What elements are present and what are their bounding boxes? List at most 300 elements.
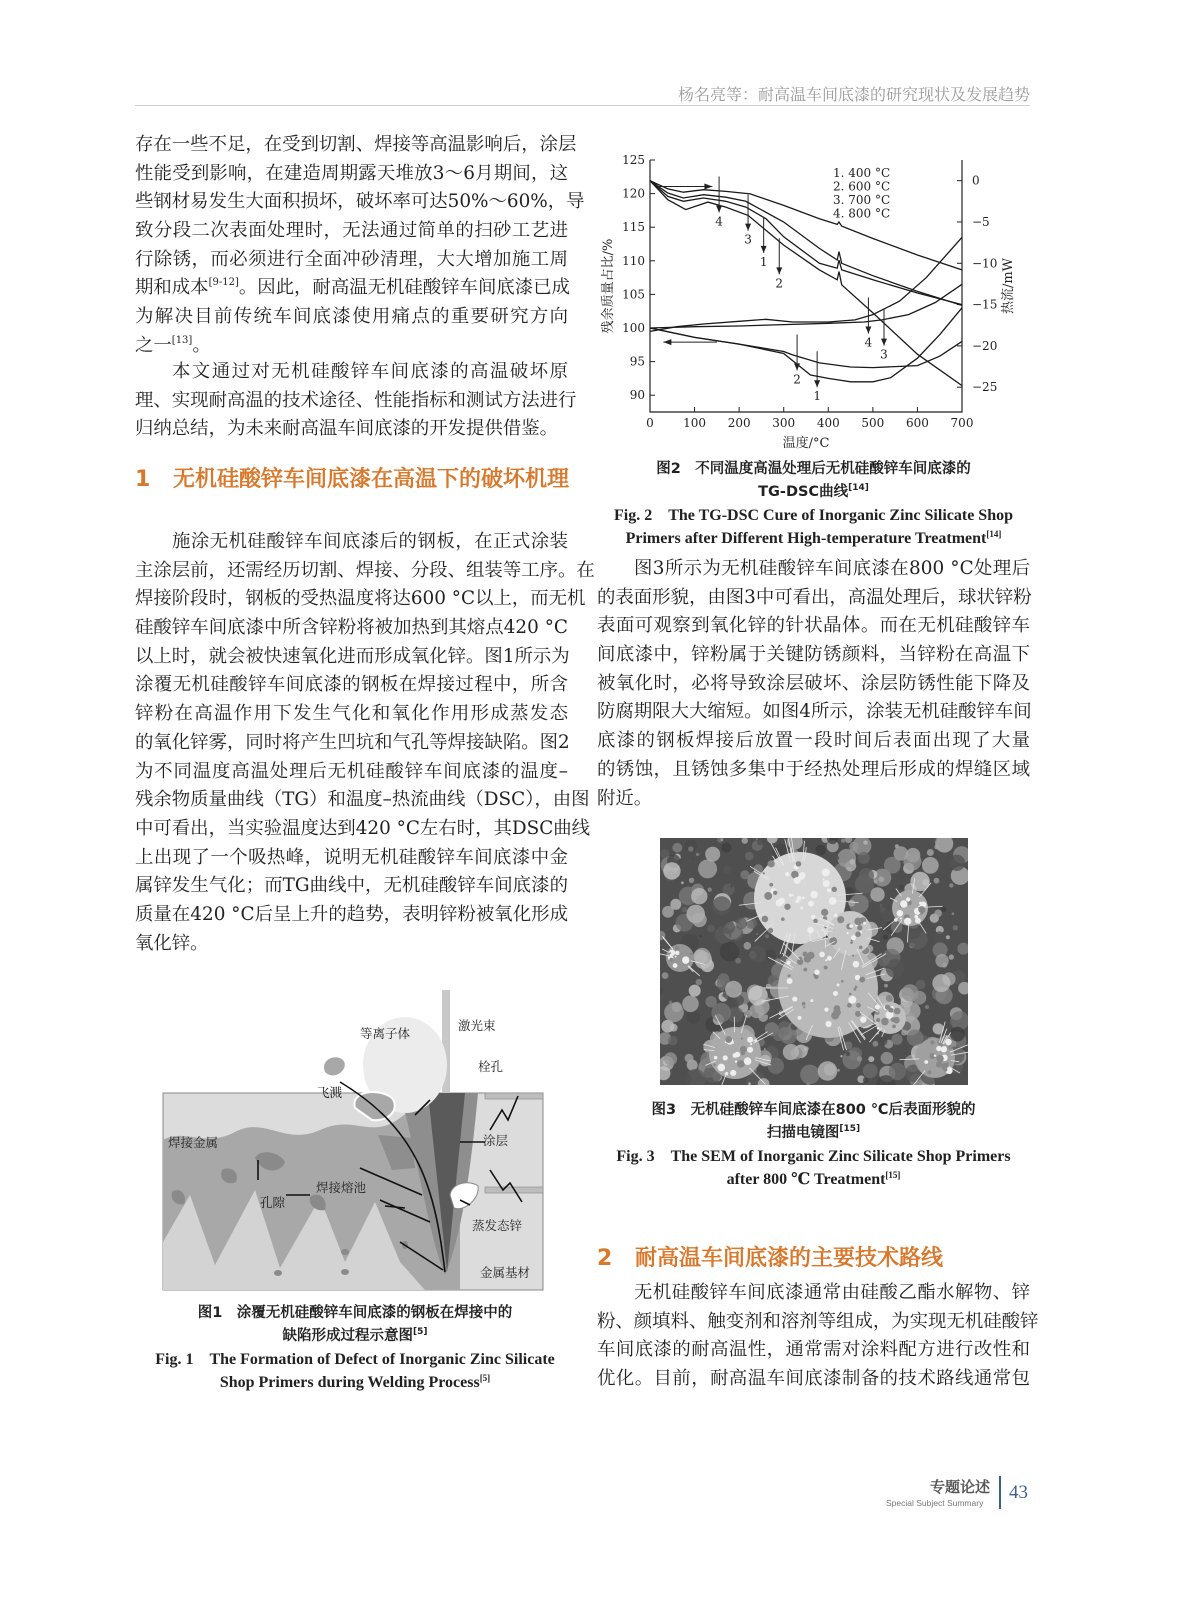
sem-particle — [756, 933, 758, 935]
sphere-texture — [847, 1003, 852, 1008]
citation: [5] — [413, 1327, 428, 1337]
sphere-texture — [768, 860, 775, 867]
paragraph — [135, 358, 577, 444]
sphere-texture — [893, 1017, 900, 1024]
sphere-texture — [682, 956, 689, 963]
sem-particle — [818, 1061, 838, 1081]
sem-particle — [688, 846, 693, 851]
text-line: 车间底漆的耐高温性，通常需对涂料配方进行改性和 — [597, 1339, 1030, 1361]
sphere-texture — [906, 897, 910, 901]
sphere-texture — [825, 959, 827, 961]
sphere-texture — [802, 897, 805, 900]
pore — [341, 1269, 349, 1275]
section-number: 1 — [135, 467, 151, 492]
sem-particle — [884, 984, 888, 988]
sphere-texture — [733, 1053, 738, 1058]
caption-zh — [597, 481, 1030, 504]
sem-particle — [953, 925, 958, 930]
sphere-texture — [794, 877, 801, 884]
sem-particle — [949, 855, 965, 871]
sem-particle — [668, 1036, 678, 1046]
text-line — [135, 332, 568, 361]
x-tick-label: 0 — [646, 416, 654, 430]
text-line: 性能受到影响，在建造周期露天堆放3～6月期间，这 — [135, 162, 568, 184]
sem-particle — [927, 849, 934, 856]
sphere-texture — [832, 887, 837, 892]
sem-particle — [941, 907, 947, 913]
sem-particle — [670, 1024, 678, 1032]
sem-particle — [878, 955, 890, 967]
caption-zh — [135, 1302, 575, 1325]
label-coating: 涂层 — [483, 1133, 509, 1148]
sphere-texture — [876, 1018, 880, 1022]
sphere-texture — [897, 910, 904, 917]
text-line: 底漆的钢板焊接后放置一段时间后表面出现了大量 — [597, 730, 1030, 752]
footer-section-name: 专题论述 — [930, 1478, 991, 1496]
section-number: 2 — [597, 1246, 613, 1271]
y2-tick-label: −10 — [972, 256, 998, 271]
label-spatter: 飞溅 — [317, 1085, 343, 1100]
sem-particle — [804, 1046, 809, 1051]
y2-tick-label: −20 — [972, 338, 998, 353]
sphere-texture — [750, 1043, 752, 1045]
annotation-arrow-head — [881, 339, 887, 346]
sem-particle — [744, 942, 752, 950]
sem-particle — [685, 1054, 694, 1063]
sphere-texture — [887, 1012, 893, 1018]
sphere-texture — [924, 1060, 928, 1064]
sphere-texture — [803, 1006, 805, 1008]
figure-3-caption — [597, 1099, 1030, 1191]
sem-particle — [949, 954, 954, 959]
pore — [274, 1270, 282, 1276]
sem-particle — [859, 868, 874, 883]
sem-particle — [952, 912, 955, 915]
annotation-arrow-head — [716, 206, 722, 213]
sem-particle — [682, 907, 687, 912]
sphere-texture — [804, 955, 811, 962]
caption-line: TG-DSC曲线 — [758, 484, 849, 500]
caption-line: 图2 不同温度高温处理后无机硅酸锌车间底漆的 — [656, 461, 971, 477]
sem-particle — [934, 910, 942, 918]
sphere-texture — [859, 977, 865, 983]
sem-particle — [935, 954, 948, 967]
sem-particle — [848, 900, 855, 907]
sphere-texture — [803, 968, 807, 972]
sem-particle — [850, 859, 856, 865]
annotation-arrow-head — [865, 326, 871, 333]
annotation-label: 3 — [880, 347, 888, 362]
sem-particle — [681, 882, 684, 885]
legend-entry: 4. 800 °C — [833, 206, 891, 221]
sem-particle — [901, 1030, 907, 1036]
sphere-texture — [855, 1011, 861, 1017]
text-line: 硅酸锌车间底漆中所含锌粉将被加热到其熔点420 °C — [135, 617, 568, 639]
text-line: 存在一些不足，在受到切割、焊接等高温影响后，涂层 — [135, 134, 577, 155]
page-number: 43 — [1009, 1482, 1028, 1503]
caption-line: Shop Primers during Welding Process — [219, 1374, 480, 1391]
sphere-texture — [941, 1046, 947, 1052]
sem-particle — [745, 852, 754, 861]
sem-particle — [925, 1005, 929, 1009]
sem-particle — [889, 1063, 906, 1080]
text-line: 以上时，就会被快速氧化进而形成氧化锌。图1所示为 — [135, 645, 570, 667]
sem-particle — [868, 1056, 874, 1062]
y2-tick-label: −5 — [972, 214, 990, 229]
sem-particle — [833, 855, 839, 861]
sphere-texture — [827, 956, 832, 961]
x-tick-label: 400 — [816, 416, 840, 430]
sphere-texture — [776, 899, 783, 906]
annotation-label: 1 — [813, 389, 821, 404]
sphere-texture — [723, 1055, 728, 1060]
sem-particle — [698, 859, 717, 878]
paragraph — [135, 528, 595, 958]
citation: [14] — [986, 529, 1002, 539]
x-tick-label: 100 — [683, 416, 707, 430]
spatter-droplet — [324, 1057, 345, 1075]
paragraph — [135, 131, 585, 361]
text-line: 焊接阶段时，钢板的受热温度将达600 °C以上，而无机 — [135, 588, 586, 610]
sphere-texture — [934, 1054, 936, 1056]
sphere-texture — [930, 1040, 934, 1044]
sphere-texture — [855, 986, 858, 989]
sphere-texture — [795, 899, 799, 903]
label-weld-metal: 焊接金属 — [168, 1135, 219, 1150]
sem-particle — [815, 845, 826, 856]
text-line: 优化。目前，耐高温车间底漆制备的技术路线通常包 — [597, 1368, 1030, 1390]
sem-particle — [882, 910, 893, 921]
sphere-texture — [824, 966, 828, 970]
sphere-texture — [814, 970, 819, 975]
sem-particle — [664, 1003, 684, 1023]
sphere-texture — [747, 1037, 753, 1043]
sphere-texture — [824, 1008, 828, 1012]
sphere-texture — [799, 872, 806, 879]
sphere-texture — [900, 917, 902, 919]
caption-en — [597, 1168, 1030, 1191]
text-line: 的锈蚀，且锈蚀多集中于经热处理后形成的焊缝区域 — [597, 758, 1030, 780]
text-line: 图3所示为无机硅酸锌车间底漆在800 °C处理后 — [634, 558, 1030, 579]
axes-frame — [650, 160, 962, 412]
text-line: 附近。 — [597, 787, 653, 809]
sphere-texture — [900, 900, 907, 907]
sphere-texture — [769, 883, 773, 887]
sem-particle — [916, 980, 926, 990]
x-tick-label: 500 — [861, 416, 885, 430]
caption-zh — [597, 1099, 1030, 1122]
sphere-texture — [918, 906, 925, 913]
caption-line: Primers after Different High-temperature Treatment — [625, 530, 987, 547]
citation: [9-12] — [208, 277, 239, 289]
sem-particle — [696, 853, 699, 856]
sphere-texture — [848, 996, 856, 1004]
sphere-texture — [807, 927, 814, 934]
dsc-axis-arrow-head — [704, 183, 712, 189]
sem-particle — [749, 1003, 764, 1018]
text-run: 之一 — [135, 334, 172, 356]
sphere-texture — [852, 955, 854, 957]
sphere-texture — [797, 1016, 801, 1020]
sem-particle — [841, 839, 845, 843]
x-tick-label: 200 — [727, 416, 751, 430]
sphere-texture — [784, 904, 790, 910]
sphere-texture — [822, 868, 830, 876]
text-run: 。因此，耐高温无机硅酸锌车间底漆已成 — [238, 277, 570, 299]
sphere-texture — [808, 901, 814, 907]
label-keyhole: 栓孔 — [478, 1059, 504, 1074]
text-line: 主涂层前，还需经历切割、焊接、分段、组装等工序。在 — [135, 559, 595, 581]
sphere-texture — [859, 946, 863, 950]
sem-particle — [934, 878, 940, 884]
sphere-texture — [792, 894, 794, 896]
sphere-texture — [741, 1037, 743, 1039]
x-tick-label: 700 — [950, 416, 974, 430]
y2-tick-label: 0 — [972, 173, 980, 188]
sem-particle — [712, 896, 731, 915]
text-line: 属锌发生气化；而TG曲线中，无机硅酸锌车间底漆的 — [135, 875, 568, 897]
sem-particle — [682, 996, 699, 1013]
sphere-texture — [821, 909, 828, 916]
sphere-texture — [853, 961, 860, 968]
pore — [341, 1249, 349, 1255]
text-line: 理、实现耐高温的技术途径、性能指标和测试方法进行 — [135, 389, 577, 411]
label-plasma: 等离子体 — [360, 1026, 411, 1041]
y2-tick-label: −25 — [972, 380, 998, 395]
header-divider — [135, 105, 1030, 106]
sphere-texture — [744, 1057, 752, 1065]
text-line: 残余物质量曲线（TG）和温度–热流曲线（DSC），由图 — [135, 789, 590, 811]
sem-particle — [748, 1082, 751, 1085]
text-line: 间底漆中，锌粉属于关键防锈颜料，当锌粉在高温下 — [597, 644, 1030, 666]
caption-line: 图3 无机硅酸锌车间底漆在800 ℃后表面形貌的 — [651, 1102, 976, 1118]
sphere-texture — [855, 931, 861, 937]
sphere-texture — [800, 907, 803, 910]
sem-particle — [933, 931, 946, 944]
sem-particle — [883, 935, 888, 940]
figure-2-caption — [597, 458, 1030, 550]
sphere-texture — [675, 955, 677, 957]
sphere-texture — [677, 953, 679, 955]
sphere-texture — [838, 921, 840, 923]
section-title: 耐高温车间底漆的主要技术路线 — [635, 1246, 944, 1271]
sphere-texture — [881, 1018, 889, 1026]
sem-particle — [873, 1041, 879, 1047]
text-line: 被氧化时，必将导致涂层破坏、涂层防锈性能下降及 — [597, 672, 1030, 694]
sem-particle — [705, 847, 720, 862]
sphere-texture — [787, 978, 793, 984]
caption-line: Fig. 2 The TG-DSC Cure of Inorganic Zinc Silicate Shop — [613, 507, 1013, 524]
sem-particle — [858, 852, 870, 864]
text-line: 施涂无机硅酸锌车间底漆后的钢板，在正式涂装 — [172, 531, 568, 552]
sphere-texture — [823, 880, 830, 887]
x-axis-label: 温度/°C — [782, 436, 830, 451]
sphere-texture — [851, 935, 856, 940]
sphere-texture — [827, 888, 831, 892]
text-line: 氧化锌。 — [135, 932, 209, 954]
caption-line: Fig. 3 The SEM of Inorganic Zinc Silicate Shop Primers — [616, 1148, 1011, 1165]
sphere-texture — [914, 915, 918, 919]
citation: [15] — [839, 1124, 861, 1134]
y-axis-label: 残余质量占比/% — [601, 238, 616, 334]
sphere-texture — [741, 1051, 745, 1055]
sphere-texture — [946, 1062, 949, 1065]
figure-1-caption — [135, 1302, 575, 1394]
sem-particle — [715, 927, 732, 944]
caption-line: after 800 ℃ Treatment — [726, 1171, 886, 1188]
sem-particle — [913, 991, 927, 1005]
sem-particle — [886, 995, 893, 1002]
sphere-texture — [737, 1060, 745, 1068]
sphere-texture — [673, 963, 678, 968]
sphere-texture — [834, 914, 838, 918]
sphere-texture — [773, 891, 777, 895]
sphere-texture — [735, 1060, 737, 1062]
text-line: 无机硅酸锌车间底漆通常由硅酸乙酯水解物、锌 — [634, 1282, 1030, 1303]
sem-particle — [689, 985, 701, 997]
text-line: 行除锈，而必须进行全面冲砂清理，大大增加施工周 — [135, 248, 568, 270]
text-line: 为解决目前传统车间底漆使用痛点的重要研究方向 — [135, 306, 568, 328]
sem-particle — [749, 946, 766, 963]
sphere-texture — [730, 1070, 736, 1076]
coating-top — [485, 1093, 543, 1099]
y2-axis-label: 热流/mW — [1001, 257, 1016, 315]
sem-particle — [748, 986, 768, 1006]
annotation-label: 2 — [793, 372, 801, 387]
caption-en — [597, 527, 1030, 550]
sem-particle — [670, 899, 681, 910]
sem-particle — [711, 1003, 731, 1023]
sphere-texture — [837, 983, 840, 986]
label-laser-beam: 激光束 — [458, 1018, 496, 1033]
sphere-texture — [823, 878, 825, 880]
annotation-arrow-head — [814, 380, 820, 387]
sem-particle — [847, 906, 849, 908]
section-heading-1 — [135, 466, 575, 526]
sem-particle — [686, 1010, 700, 1024]
sphere-texture — [788, 974, 791, 977]
text-line: 本文通过对无机硅酸锌车间底漆的高温破坏原 — [172, 361, 568, 382]
legend-entry: 1. 400 °C — [833, 166, 891, 180]
sem-particle — [863, 1077, 869, 1083]
figure-3-sem-image — [660, 838, 968, 1085]
sem-particle — [765, 934, 769, 938]
y-tick-label: 120 — [622, 186, 645, 201]
sem-particle — [846, 1052, 850, 1056]
sem-particle — [662, 972, 669, 979]
sem-particle — [708, 888, 712, 892]
sem-particle — [950, 1027, 965, 1042]
label-substrate: 金属基材 — [480, 1265, 531, 1280]
text-run: 。 — [192, 334, 211, 356]
sphere-texture — [904, 918, 911, 925]
sem-particle — [691, 888, 707, 904]
legend-entry: 2. 600 °C — [833, 179, 891, 194]
sem-particle — [880, 904, 883, 907]
sem-particle — [672, 843, 682, 853]
footer-section-name-en: Special Subject Summary — [886, 1498, 984, 1508]
sphere-texture — [860, 1016, 866, 1022]
y-tick-label: 110 — [622, 253, 645, 268]
sem-particle — [840, 1055, 842, 1057]
sem-particle — [694, 950, 708, 964]
running-title: 杨名亮等：耐高温车间底漆的研究现状及发展趋势 — [677, 85, 1030, 104]
sem-particle — [932, 974, 950, 992]
y-tick-label: 95 — [629, 354, 645, 369]
tg-curve — [650, 308, 962, 382]
sem-particle — [894, 846, 909, 861]
caption-en — [135, 1348, 575, 1371]
text-line: 表面可观察到氧化锌的针状晶体。而在无机硅酸锌车 — [597, 615, 1030, 637]
sem-particle — [735, 918, 747, 930]
sphere-texture — [829, 897, 837, 905]
annotation-label: 3 — [744, 232, 752, 247]
y-tick-label: 115 — [622, 220, 645, 235]
sphere-texture — [747, 1047, 753, 1053]
paragraph — [597, 1279, 1039, 1394]
caption-en — [597, 504, 1030, 527]
sphere-texture — [849, 993, 852, 996]
y-tick-label: 100 — [622, 321, 645, 335]
sphere-texture — [847, 932, 849, 934]
sem-particle — [664, 1052, 677, 1065]
sem-particle — [857, 1056, 862, 1061]
caption-zh — [597, 458, 1030, 481]
sphere-texture — [892, 1024, 896, 1028]
text-run: 期和成本 — [135, 277, 209, 299]
dsc-curve — [650, 181, 962, 305]
sem-particle — [725, 981, 742, 998]
annotation-label: 4 — [715, 214, 723, 229]
caption-line: 扫描电镜图 — [766, 1125, 840, 1141]
sem-particle — [878, 1036, 888, 1046]
figure-1-diagram — [160, 990, 550, 1295]
sem-particle — [756, 838, 758, 840]
y2-tick-label: −15 — [972, 297, 998, 312]
sem-particle — [881, 1052, 893, 1064]
caption-zh — [597, 1122, 1030, 1145]
citation: [15] — [885, 1170, 901, 1180]
sphere-texture — [802, 1002, 806, 1006]
sem-particle — [692, 858, 694, 860]
caption-line: 缺陷形成过程示意图 — [282, 1328, 413, 1344]
annotation-label: 4 — [864, 335, 873, 350]
sphere-texture — [875, 1004, 880, 1009]
sem-particle — [721, 838, 724, 841]
sem-particle — [663, 862, 680, 879]
y-tick-label: 105 — [622, 287, 645, 302]
sphere-texture — [944, 1068, 948, 1072]
sphere-texture — [936, 1061, 942, 1067]
sem-particle — [707, 925, 715, 933]
sem-particle — [837, 1069, 840, 1072]
sphere-texture — [863, 922, 866, 925]
citation: [14] — [848, 483, 869, 493]
text-line: 的表面形貌，由图3中可看出，高温处理后，球状锌粉 — [597, 586, 1032, 608]
sphere-texture — [936, 1046, 941, 1051]
text-line: 的氧化锌雾，同时将产生凹坑和气孔等焊接缺陷。图2 — [135, 731, 570, 753]
sem-particle — [757, 840, 763, 846]
sem-particle — [800, 1065, 820, 1085]
sphere-texture — [819, 952, 825, 958]
sphere-texture — [669, 958, 673, 962]
sphere-texture — [810, 891, 818, 899]
sphere-texture — [825, 1021, 831, 1027]
paragraph — [597, 555, 1030, 813]
sem-particle — [696, 979, 702, 985]
caption-zh — [135, 1325, 575, 1348]
sphere-texture — [854, 917, 862, 925]
